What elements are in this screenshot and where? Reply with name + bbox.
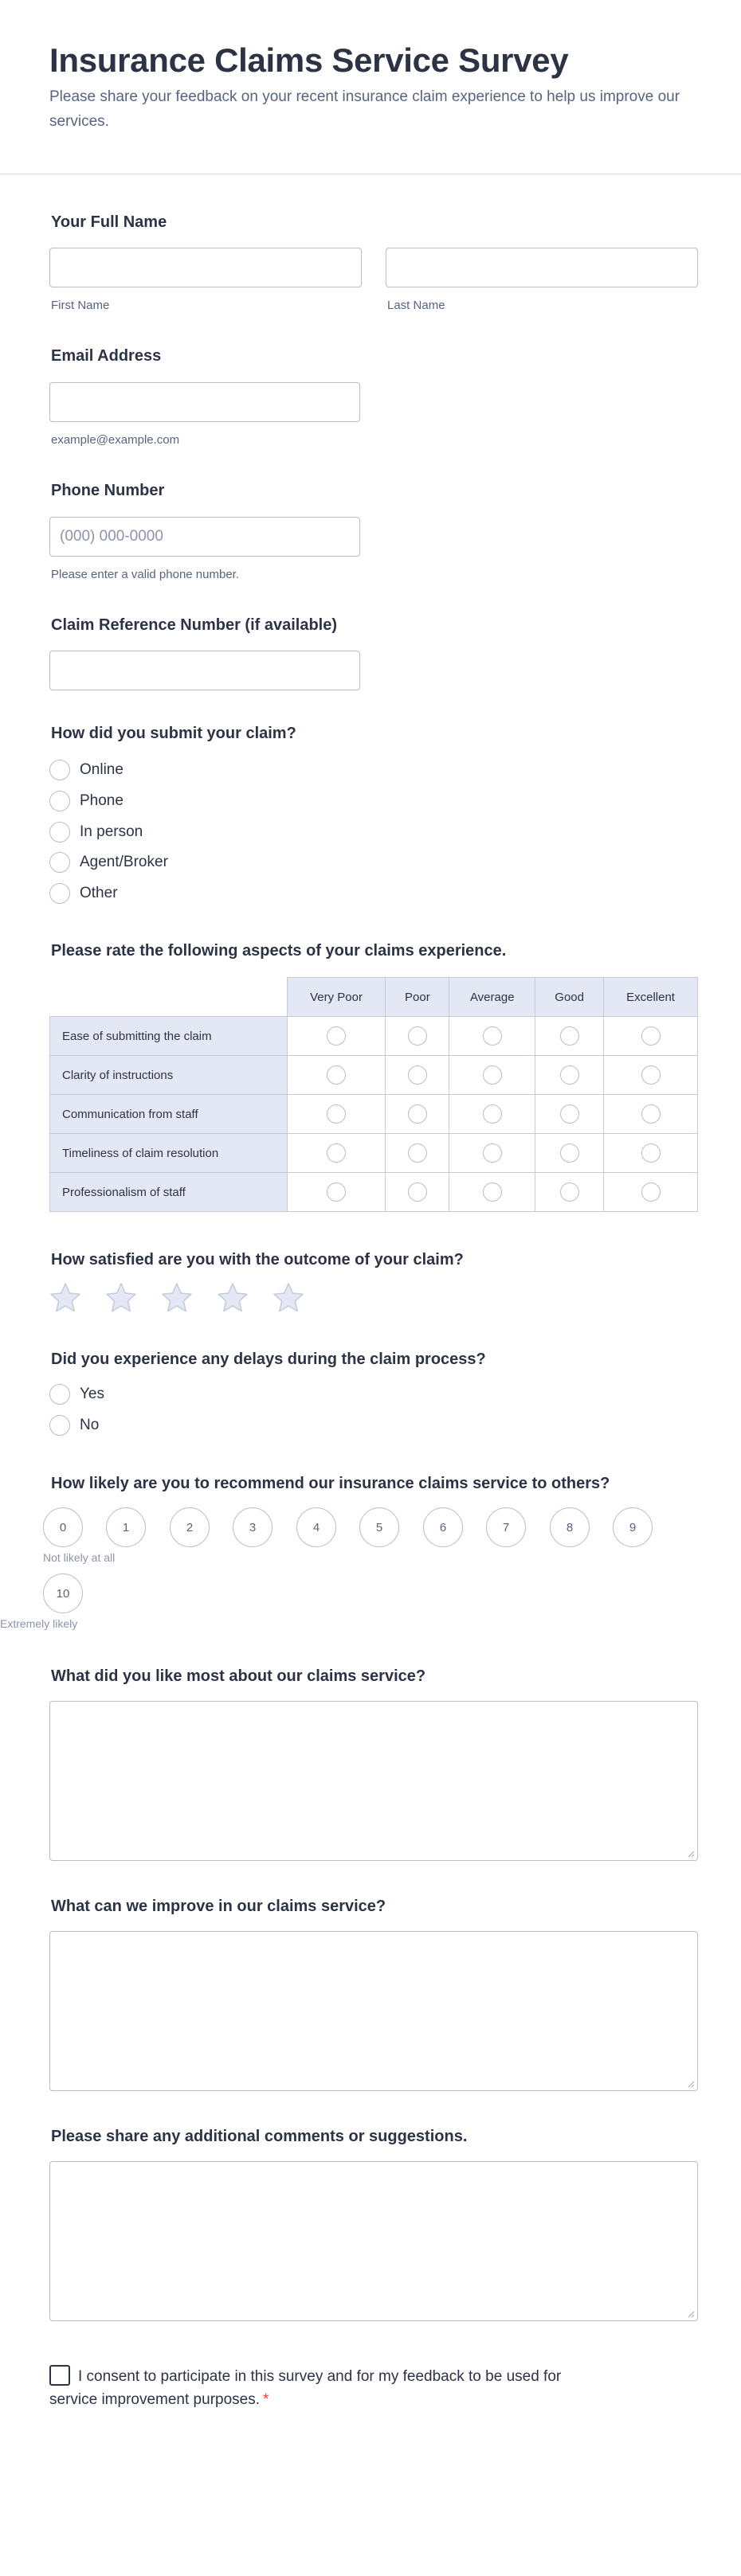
matrix-radio[interactable] [641, 1065, 661, 1085]
matrix-row [50, 1134, 698, 1173]
matrix-radio[interactable] [327, 1065, 346, 1085]
matrix-row [50, 1095, 698, 1134]
matrix-column-header: Poor [386, 978, 449, 1017]
scale-option-0[interactable]: 0 [43, 1507, 83, 1547]
comments-label: Please share any additional comments or suggestions. [51, 2128, 468, 2145]
delays-label: Did you experience any delays during the claim process? [51, 1351, 486, 1368]
matrix-radio[interactable] [483, 1182, 502, 1202]
radio-label: Yes [80, 1386, 104, 1402]
rating-matrix [49, 977, 698, 1212]
matrix-corner [50, 978, 288, 1017]
consent-field [49, 2365, 607, 2411]
improve-label: What can we improve in our claims service? [51, 1898, 386, 1915]
matrix-column-header: Average [449, 978, 535, 1017]
scale-option-8[interactable]: 8 [550, 1507, 590, 1547]
matrix-row [50, 1017, 698, 1056]
scale-option-5[interactable]: 5 [359, 1507, 399, 1547]
matrix-column-header: Very Poor [287, 978, 386, 1017]
email-label: Email Address [51, 347, 162, 365]
matrix-row-label: Communication from staff [50, 1095, 288, 1134]
first-name-input[interactable] [49, 248, 362, 287]
radio-label: Online [80, 761, 124, 778]
scale-high-label: Extremely likely [0, 1617, 78, 1630]
phone-input[interactable]: (000) 000-0000 [49, 517, 360, 557]
matrix-radio[interactable] [641, 1143, 661, 1163]
radio-button[interactable] [49, 852, 70, 873]
submit-option-in-person[interactable] [49, 820, 143, 844]
matrix-row-label: Ease of submitting the claim [50, 1017, 288, 1056]
liked-label: What did you like most about our claims service? [51, 1667, 426, 1685]
matrix-radio[interactable] [327, 1104, 346, 1124]
consent-checkbox[interactable] [49, 2365, 70, 2386]
star-rating [49, 1282, 304, 1314]
phone-label: Phone Number [51, 482, 165, 499]
radio-label: Agent/Broker [80, 854, 168, 870]
radio-button[interactable] [49, 1415, 70, 1436]
phone-sublabel: Please enter a valid phone number. [51, 568, 239, 581]
matrix-radio[interactable] [483, 1065, 502, 1085]
improve-textarea[interactable] [49, 1931, 698, 2091]
scale-option-2[interactable]: 2 [170, 1507, 210, 1547]
matrix-radio[interactable] [327, 1143, 346, 1163]
matrix-row-label: Timeliness of claim resolution [50, 1134, 288, 1173]
submit-option-other[interactable] [49, 881, 118, 905]
matrix-radio[interactable] [483, 1026, 502, 1046]
matrix-radio[interactable] [560, 1065, 579, 1085]
form-header [49, 40, 687, 134]
matrix-column-header: Excellent [604, 978, 698, 1017]
radio-button[interactable] [49, 1384, 70, 1405]
submit-method-label: How did you submit your claim? [51, 725, 296, 742]
matrix-row-label: Professionalism of staff [50, 1173, 288, 1212]
page-subtitle: Please share your feedback on your recent insurance claim experience to help us improve our services. [49, 88, 680, 130]
claim-ref-label: Claim Reference Number (if available) [51, 616, 338, 634]
satisfaction-label: How satisfied are you with the outcome of your claim? [51, 1251, 464, 1268]
page-title: Insurance Claims Service Survey [49, 41, 569, 79]
matrix-radio[interactable] [641, 1182, 661, 1202]
claim-ref-input[interactable] [49, 651, 360, 690]
matrix-row [50, 1056, 698, 1095]
matrix-radio[interactable] [408, 1065, 427, 1085]
matrix-radio[interactable] [560, 1026, 579, 1046]
matrix-radio[interactable] [408, 1143, 427, 1163]
scale-option-7[interactable]: 7 [486, 1507, 526, 1547]
resize-handle-icon[interactable] [687, 2310, 695, 2318]
matrix-radio[interactable] [408, 1026, 427, 1046]
submit-option-phone[interactable] [49, 789, 124, 813]
radio-button[interactable] [49, 822, 70, 842]
matrix-radio[interactable] [641, 1104, 661, 1124]
radio-label: Phone [80, 792, 124, 809]
resize-handle-icon[interactable] [687, 1850, 695, 1858]
required-mark: * [263, 2391, 269, 2408]
radio-button[interactable] [49, 791, 70, 811]
scale-option-9[interactable]: 9 [613, 1507, 653, 1547]
star-icon[interactable] [217, 1282, 249, 1314]
matrix-radio[interactable] [483, 1104, 502, 1124]
matrix-radio[interactable] [408, 1182, 427, 1202]
matrix-row-label: Clarity of instructions [50, 1056, 288, 1095]
email-sublabel: example@example.com [51, 433, 180, 447]
star-icon[interactable] [272, 1282, 304, 1314]
consent-text: I consent to participate in this survey and for my feedback to be used for service improvement purposes. [49, 2368, 562, 2408]
star-icon[interactable] [49, 1282, 81, 1314]
matrix-radio[interactable] [408, 1104, 427, 1124]
matrix-radio[interactable] [560, 1143, 579, 1163]
radio-button[interactable] [49, 883, 70, 904]
delays-option-yes[interactable] [49, 1382, 104, 1406]
comments-textarea[interactable] [49, 2161, 698, 2321]
matrix-radio[interactable] [327, 1026, 346, 1046]
radio-label: No [80, 1417, 100, 1433]
radio-label: In person [80, 823, 143, 840]
star-icon[interactable] [161, 1282, 193, 1314]
rating-label: Please rate the following aspects of your claims experience. [51, 942, 507, 960]
last-name-sublabel: Last Name [387, 299, 445, 312]
submit-option-online[interactable] [49, 758, 124, 782]
scale-option-10[interactable]: 10 [43, 1573, 83, 1613]
full-name-label: Your Full Name [51, 213, 167, 231]
radio-label: Other [80, 885, 118, 901]
matrix-column-header: Good [535, 978, 604, 1017]
delays-option-no[interactable] [49, 1413, 99, 1437]
scale-option-4[interactable]: 4 [296, 1507, 336, 1547]
radio-button[interactable] [49, 760, 70, 780]
first-name-sublabel: First Name [51, 299, 110, 312]
submit-option-agent-broker[interactable] [49, 850, 168, 874]
scale-option-6[interactable]: 6 [423, 1507, 463, 1547]
matrix-radio[interactable] [483, 1143, 502, 1163]
resize-handle-icon[interactable] [687, 2080, 695, 2088]
scale-low-label: Not likely at all [43, 1551, 116, 1564]
matrix-row [50, 1173, 698, 1212]
matrix-radio[interactable] [560, 1104, 579, 1124]
scale-option-3[interactable]: 3 [233, 1507, 272, 1547]
recommend-label: How likely are you to recommend our insurance claims service to others? [51, 1475, 610, 1492]
scale-option-1[interactable]: 1 [106, 1507, 146, 1547]
last-name-input[interactable] [386, 248, 698, 287]
star-icon[interactable] [105, 1282, 137, 1314]
matrix-radio[interactable] [641, 1026, 661, 1046]
liked-textarea[interactable] [49, 1701, 698, 1861]
matrix-radio[interactable] [327, 1182, 346, 1202]
email-input[interactable] [49, 382, 360, 422]
matrix-radio[interactable] [560, 1182, 579, 1202]
